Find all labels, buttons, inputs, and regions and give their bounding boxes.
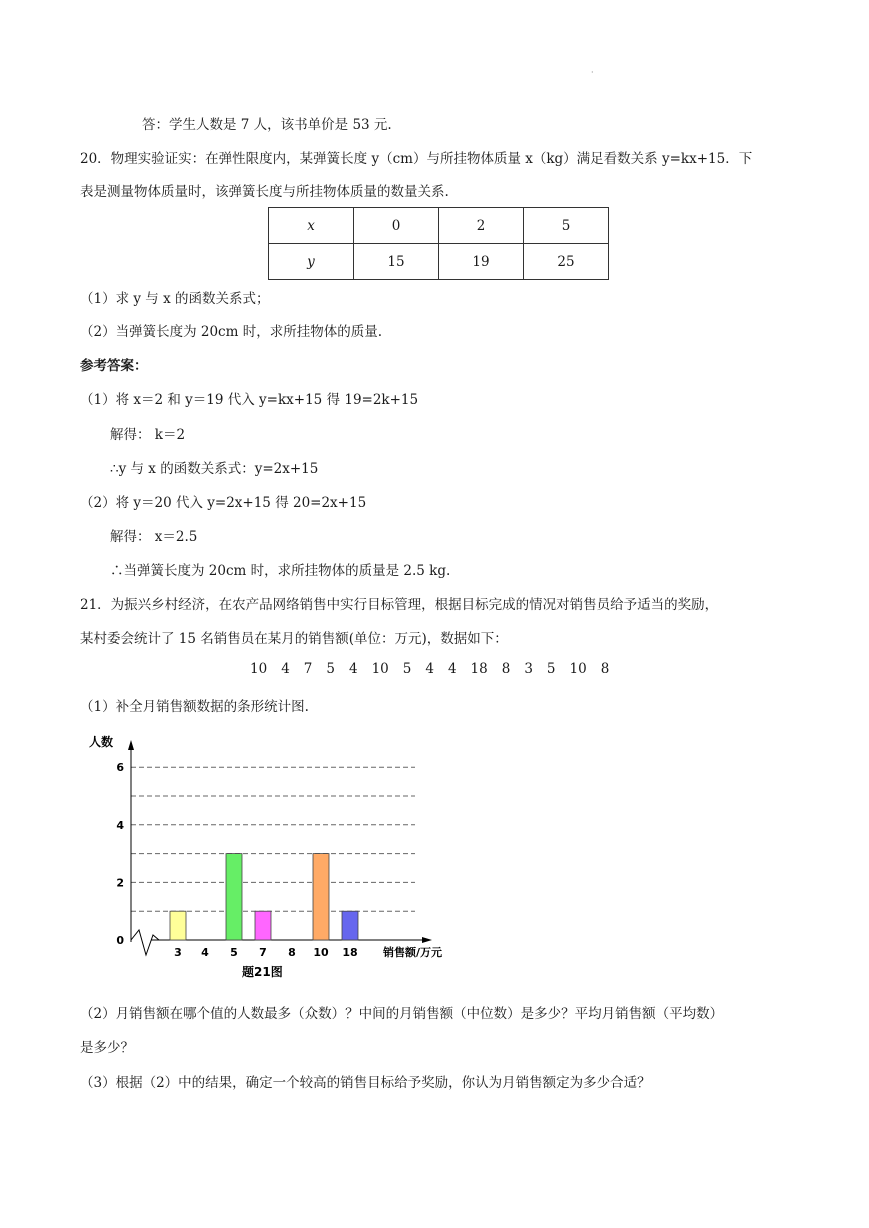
solution-step-3: ∴y 与 x 的函数关系式：y=2x+15 bbox=[110, 461, 319, 477]
data-value: 4 bbox=[281, 661, 290, 677]
q20-line1: 20．物理实验证实：在弹性限度内，某弹簧长度 y（cm）与所挂物体质量 x（kg）满足看数关系 y=kx+15．下 bbox=[80, 151, 753, 167]
q20-part1: （1）求 y 与 x 的函数关系式； bbox=[80, 291, 270, 307]
bar bbox=[255, 911, 271, 940]
table-cell: 2 bbox=[439, 208, 524, 244]
data-value: 5 bbox=[546, 661, 556, 677]
bar bbox=[226, 854, 242, 940]
table-row bbox=[269, 208, 609, 244]
data-value: 5 bbox=[326, 661, 335, 677]
data-value: 4 bbox=[348, 661, 358, 677]
data-value: 8 bbox=[600, 661, 610, 677]
table-x-label: x bbox=[269, 208, 354, 244]
chart-caption: 题21图 bbox=[242, 965, 283, 979]
y-tick-label: 0 bbox=[116, 934, 124, 947]
x-tick-label: 5 bbox=[230, 946, 238, 959]
y-tick-label: 6 bbox=[116, 761, 124, 775]
x-axis-arrow bbox=[422, 937, 432, 943]
q21-line1: 21．为振兴乡村经济，在农产品网络销售中实行目标管理，根据目标完成的情况对销售员给予适当的奖励， bbox=[80, 597, 719, 613]
x-tick-label: 7 bbox=[259, 946, 267, 959]
solution-step-6: ∴当弹簧长度为 20cm 时，求所挂物体的质量是 2.5 kg. bbox=[110, 563, 451, 579]
bar bbox=[170, 911, 186, 940]
q21-part3: （3）根据（2）中的结果，确定一个较高的销售目标给予奖励，你认为月销售额定为多少合适？ bbox=[80, 1075, 651, 1091]
q21-line2: 某村委会统计了 15 名销售员在某月的销售额(单位：万元)，数据如下： bbox=[80, 631, 508, 647]
q21-part2-line2: 是多少？ bbox=[80, 1040, 134, 1056]
data-value: 18 bbox=[470, 661, 488, 677]
data-value: 10 bbox=[569, 661, 587, 677]
data-value: 7 bbox=[303, 661, 313, 677]
reference-answer-heading: 参考答案： bbox=[80, 358, 148, 374]
q20-line2: 表是测量物体质量时，该弹簧长度与所挂物体质量的数量关系. bbox=[80, 184, 449, 200]
x-tick-label: 10 bbox=[313, 946, 329, 959]
x-tick-label: 8 bbox=[288, 946, 296, 959]
data-value: 3 bbox=[524, 661, 533, 677]
solution-step-5: 解得： x＝2.5 bbox=[110, 529, 198, 545]
table-y-label: y bbox=[269, 244, 354, 280]
data-value: 4 bbox=[425, 661, 434, 677]
bar-chart bbox=[85, 730, 485, 980]
data-value: 10 bbox=[250, 661, 268, 677]
table-cell: 19 bbox=[439, 244, 524, 280]
bar bbox=[313, 854, 329, 940]
data-value: 10 bbox=[371, 661, 389, 677]
y-tick-label: 2 bbox=[116, 876, 124, 890]
x-tick-label: 3 bbox=[174, 946, 182, 959]
x-tick-label: 4 bbox=[201, 946, 209, 959]
x-axis-label: 销售额/万元 bbox=[383, 946, 443, 959]
table-cell: 0 bbox=[354, 208, 439, 244]
data-value: 5 bbox=[402, 661, 412, 677]
bar bbox=[342, 911, 358, 940]
q21-part2-line1: （2）月销售额在哪个值的人数最多（众数）？中间的月销售额（中位数）是多少？平均月销售额（平均数） bbox=[80, 1006, 724, 1022]
table-row bbox=[269, 244, 609, 280]
page-dot: · bbox=[591, 68, 594, 77]
axis-break bbox=[131, 930, 159, 955]
q20-value-table bbox=[268, 207, 609, 280]
x-tick-label: 18 bbox=[342, 946, 358, 959]
answer-19: 答：学生人数是 7 人，该书单价是 53 元. bbox=[142, 117, 392, 133]
solution-step-4: （2）将 y＝20 代入 y=2x+15 得 20=2x+15 bbox=[80, 495, 367, 511]
solution-step-1: （1）将 x＝2 和 y＝19 代入 y=kx+15 得 19=2k+15 bbox=[80, 392, 419, 408]
data-value: 8 bbox=[501, 661, 511, 677]
y-axis-arrow bbox=[128, 740, 134, 750]
solution-step-2: 解得： k＝2 bbox=[110, 427, 186, 443]
table-cell: 25 bbox=[524, 244, 609, 280]
sales-data-list bbox=[250, 661, 623, 677]
q21-part1: （1）补全月销售额数据的条形统计图. bbox=[80, 699, 309, 715]
data-value: 4 bbox=[447, 661, 457, 677]
table-cell: 15 bbox=[354, 244, 439, 280]
y-tick-label: 4 bbox=[116, 818, 124, 832]
q20-part2: （2）当弹簧长度为 20cm 时，求所挂物体的质量. bbox=[80, 324, 383, 340]
y-axis-label: 人数 bbox=[89, 735, 114, 749]
table-cell: 5 bbox=[524, 208, 609, 244]
